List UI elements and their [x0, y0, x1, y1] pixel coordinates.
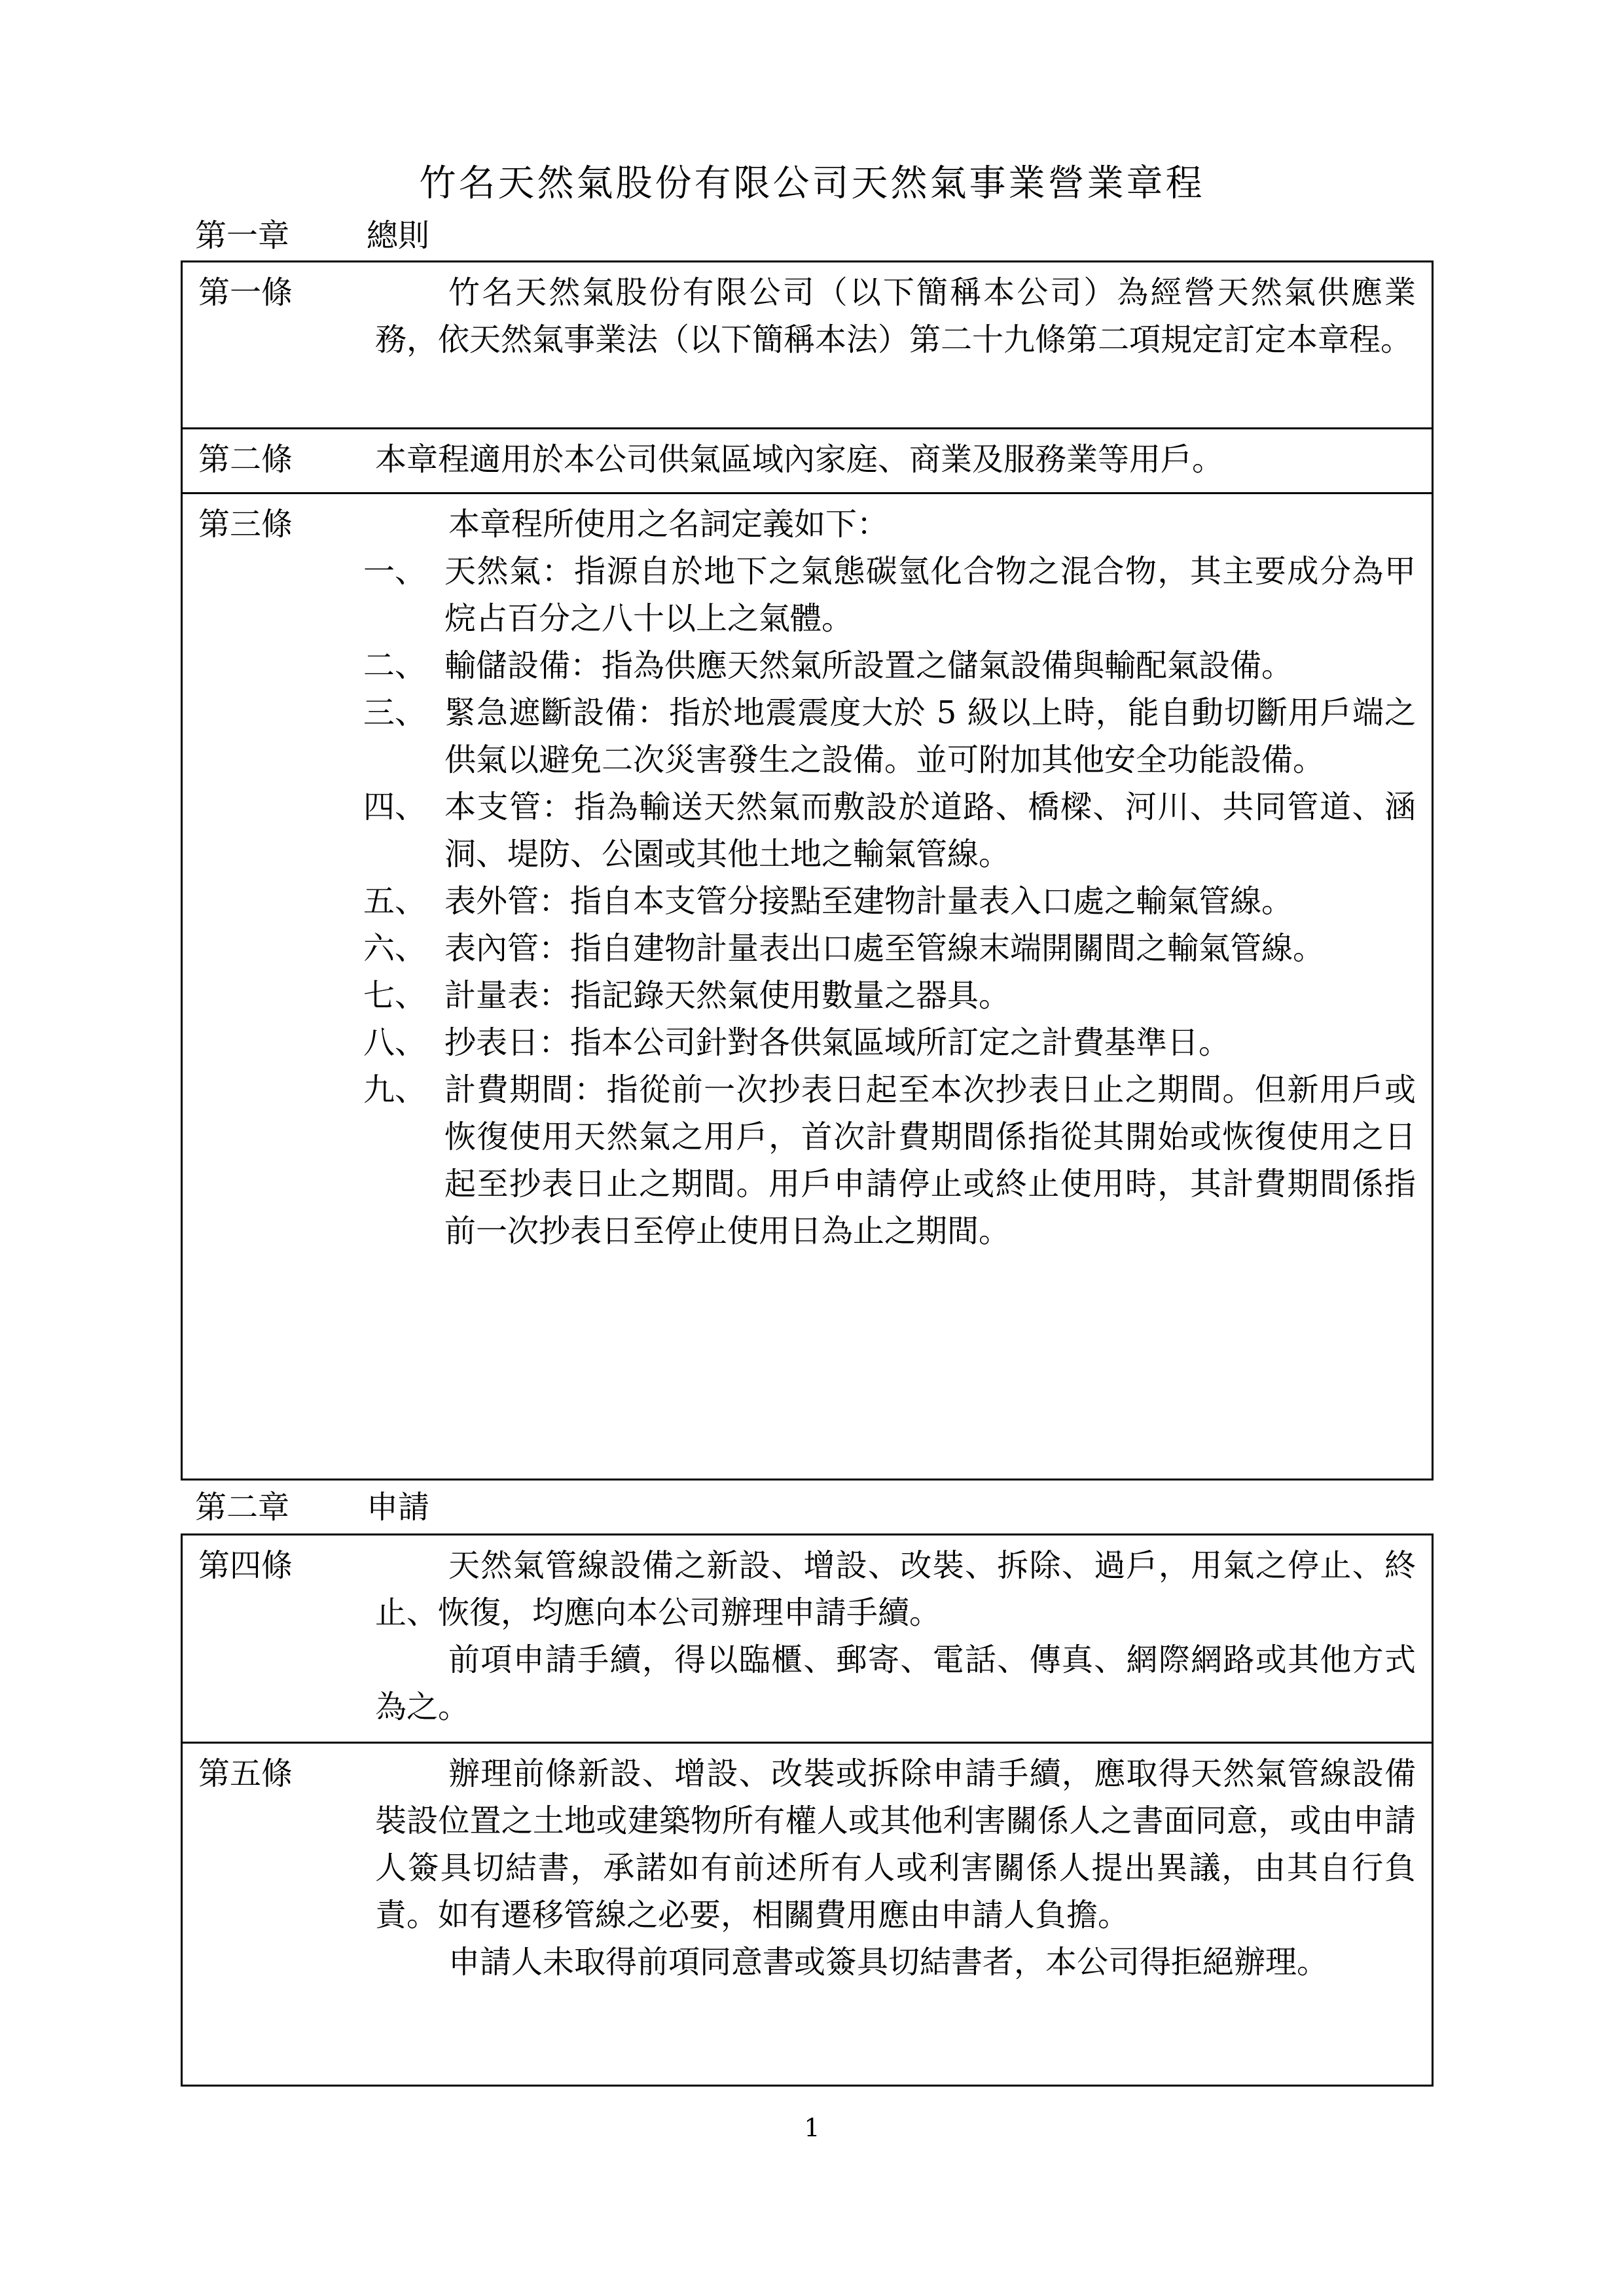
- article-body: [375, 1750, 1416, 1986]
- item-marker: 七、: [363, 977, 427, 1014]
- definition-item: [363, 925, 1416, 972]
- definition-item: [363, 1066, 1416, 1255]
- article-paragraph: 申請人未取得前項同意書或簽具切結書者，本公司得拒絕辦理。: [448, 1944, 1329, 1981]
- article-label: 第二條: [198, 441, 293, 478]
- item-text: 表外管：指自本支管分接點至建物計量表入口處之輸氣管線。: [444, 883, 1293, 920]
- article-label: 第三條: [198, 506, 293, 543]
- chapter-number: 第一章: [195, 217, 290, 254]
- item-text: 輸儲設備：指為供應天然氣所設置之儲氣設備與輸配氣設備。: [444, 647, 1293, 684]
- page-number: 1: [804, 2113, 820, 2142]
- item-text: 表內管：指自建物計量表出口處至管線末端開關間之輸氣管線。: [444, 930, 1325, 967]
- article-2: [183, 429, 1432, 494]
- article-4: [183, 1535, 1432, 1744]
- item-marker: 九、: [363, 1071, 427, 1108]
- definition-item: [363, 1019, 1416, 1066]
- chapter-heading: [195, 1481, 429, 1534]
- chapter-number: 第二章: [195, 1489, 290, 1526]
- article-paragraph: 天然氣管線設備之新設、增設、改裝、拆除、過戶，用氣之停止、終止、恢復，均應向本公司辦理申請手續。: [375, 1547, 1416, 1631]
- chapter-heading: [195, 209, 429, 262]
- item-marker: 二、: [363, 647, 427, 684]
- item-text: 計量表：指記錄天然氣使用數量之器具。: [444, 977, 1011, 1014]
- item-marker: 一、: [363, 553, 427, 590]
- article-3: [183, 494, 1432, 1479]
- chapter-name: 總則: [367, 217, 430, 254]
- article-body: [375, 436, 1416, 483]
- item-marker: 八、: [363, 1024, 427, 1061]
- article-body: [375, 269, 1416, 363]
- article-label: 第一條: [198, 274, 293, 311]
- item-text: 本支管：指為輸送天然氣而敷設於道路、橋樑、河川、共同管道、涵洞、堤防、公園或其他土地之輸氣管線。: [444, 789, 1416, 872]
- definition-item: [363, 642, 1416, 689]
- item-marker: 四、: [363, 789, 427, 825]
- article-1: [183, 262, 1432, 429]
- item-text: 天然氣：指源自於地下之氣態碳氫化合物之混合物，其主要成分為甲烷占百分之八十以上之氣體。: [444, 553, 1416, 637]
- item-text: 緊急遮斷設備：指於地震震度大於 5 級以上時，能自動切斷用戶端之供氣以避免二次災害發生之設備。並可附加其他安全功能設備。: [444, 694, 1416, 778]
- definition-item: [363, 548, 1416, 642]
- page-title: 竹名天然氣股份有限公司天然氣事業營業章程: [419, 162, 1205, 205]
- article-paragraph: 竹名天然氣股份有限公司（以下簡稱本公司）為經營天然氣供應業務，依天然氣事業法（以下簡稱本法）第二十九條第二項規定訂定本章程。: [375, 274, 1416, 358]
- article-label: 第五條: [198, 1755, 293, 1792]
- articles-table: [181, 1534, 1434, 2087]
- item-marker: 五、: [363, 883, 427, 920]
- definition-item: [363, 972, 1416, 1019]
- article-5: [183, 1744, 1432, 2085]
- article-paragraph: 本章程適用於本公司供氣區域內家庭、商業及服務業等用戶。: [375, 441, 1224, 478]
- article-body: [363, 501, 1416, 1255]
- item-text: 抄表日：指本公司針對各供氣區域所訂定之計費基準日。: [444, 1024, 1231, 1061]
- articles-table: [181, 260, 1434, 1480]
- article-body: [375, 1542, 1416, 1731]
- chapter-name: 申請: [367, 1489, 430, 1526]
- definitions-intro: 本章程所使用之名詞定義如下：: [448, 506, 889, 543]
- definition-item: [363, 783, 1416, 878]
- article-label: 第四條: [198, 1547, 293, 1584]
- definition-item: [363, 689, 1416, 783]
- article-paragraph: 前項申請手續，得以臨櫃、郵寄、電話、傳真、網際網路或其他方式為之。: [375, 1641, 1416, 1725]
- item-marker: 六、: [363, 930, 427, 967]
- item-text: 計費期間：指從前一次抄表日起至本次抄表日止之期間。但新用戶或恢復使用天然氣之用戶，首次計費期間係指從其開始或恢復使用之日起至抄表日止之期間。用戶申請停止或終止使用時，其計費期間係指前一次抄表日至停止使用日為止之期間。: [444, 1071, 1416, 1249]
- item-marker: 三、: [363, 694, 427, 731]
- definition-item: [363, 878, 1416, 925]
- article-paragraph: 辦理前條新設、增設、改裝或拆除申請手續，應取得天然氣管線設備裝設位置之土地或建築物所有權人或其他利害關係人之書面同意，或由申請人簽具切結書，承諾如有前述所有人或利害關係人提出異議，由其自行負責。如有遷移管線之必要，相關費用應由申請人負擔。: [375, 1755, 1416, 1933]
